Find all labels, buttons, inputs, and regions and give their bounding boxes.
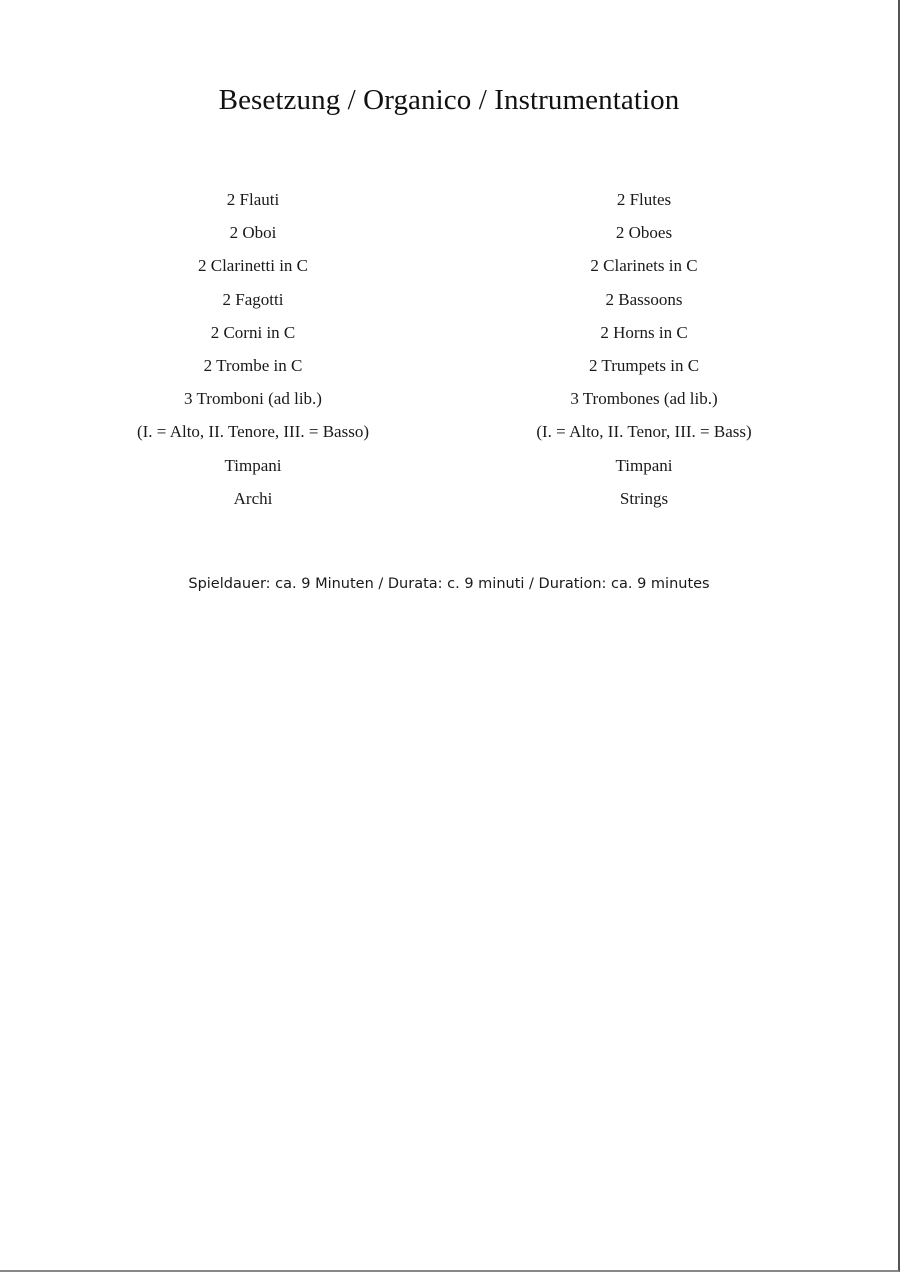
instrument-item: 2 Trumpets in C bbox=[588, 355, 700, 375]
duration-text: Spieldauer: ca. 9 Minuten / Durata: c. 9 minuti / Duration: ca. 9 minutes bbox=[188, 576, 710, 592]
instrument-list-italian bbox=[93, 186, 413, 518]
instrument-note: (I. = Alto, II. Tenore, III. = Basso) bbox=[136, 422, 369, 442]
instrument-item: Archi bbox=[233, 488, 273, 508]
instrument-item: 2 Clarinetti in C bbox=[197, 256, 309, 276]
instrument-item: Timpani bbox=[224, 455, 282, 475]
instrument-note: (I. = Alto, II. Tenor, III. = Bass) bbox=[536, 422, 752, 442]
instrument-list-english bbox=[484, 186, 804, 518]
instrument-item: 2 Clarinets in C bbox=[590, 256, 698, 276]
instrument-item: 2 Flauti bbox=[226, 190, 280, 209]
instrument-item: 2 Horns in C bbox=[600, 322, 688, 342]
instrument-item: Timpani bbox=[615, 455, 673, 475]
instrument-item: 2 Corni in C bbox=[210, 322, 296, 342]
instrument-item: 2 Fagotti bbox=[222, 289, 284, 309]
instrument-item: 3 Trombones (ad lib.) bbox=[570, 389, 718, 409]
instrument-item: 2 Flutes bbox=[616, 190, 672, 209]
instrument-item: 2 Bassoons bbox=[605, 289, 683, 309]
instrument-item: 2 Trombe in C bbox=[203, 355, 303, 375]
page-title: Besetzung / Organico / Instrumentation bbox=[218, 84, 680, 116]
instrument-item: 2 Oboi bbox=[229, 223, 277, 243]
instrument-item: Strings bbox=[619, 488, 669, 508]
instrument-item: 2 Oboes bbox=[615, 223, 673, 243]
instrument-item: 3 Tromboni (ad lib.) bbox=[184, 389, 322, 409]
